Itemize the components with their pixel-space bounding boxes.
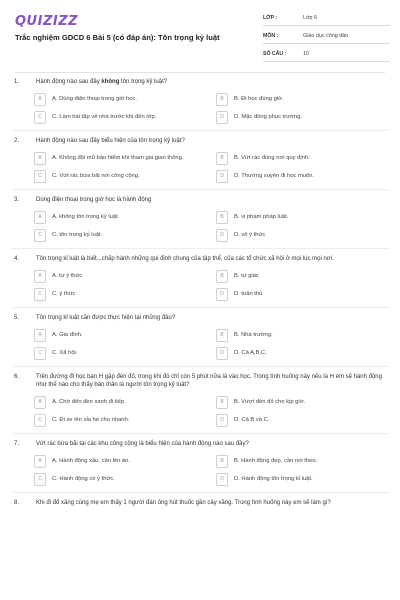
option-text: B. Vứt rác đúng nơi quy định. xyxy=(234,154,310,161)
option-letter-box: B xyxy=(216,152,228,165)
option-text: D. vô ý thức. xyxy=(234,231,267,238)
answer-option-b[interactable] xyxy=(216,395,396,409)
answer-option-c[interactable] xyxy=(34,110,214,124)
answer-option-d[interactable] xyxy=(216,287,396,301)
answer-option-a[interactable] xyxy=(34,395,214,409)
answer-option-a[interactable] xyxy=(34,454,214,468)
answer-options xyxy=(34,151,390,183)
option-text: B. vi phạm pháp luật. xyxy=(234,213,289,220)
option-letter-box: A xyxy=(34,396,46,409)
answer-option-d[interactable] xyxy=(216,472,396,486)
question-text-part: Dùng điện thoại trong giờ học là hành động xyxy=(36,197,152,203)
question-text-part: Trên đường đi học bạn H gặp đèn đỏ, trong khi đó chỉ còn 5 phút nữa là vào học. Trong tình huống này nếu là H em sẽ hành động như thế nào cho thấy bản thân là người tôn trọng kỷ luật? xyxy=(36,374,382,388)
meta-key: LỚP : xyxy=(263,15,278,21)
answer-option-c[interactable] xyxy=(34,287,214,301)
question-number: 6. xyxy=(14,374,20,380)
question-divider xyxy=(12,433,390,434)
question-4 xyxy=(12,255,390,308)
question-divider xyxy=(12,307,390,308)
option-letter-box: D xyxy=(216,347,228,360)
question-5 xyxy=(12,314,390,367)
option-letter-box: C xyxy=(34,473,46,486)
option-text: C. tôn trọng kỷ luật. xyxy=(52,231,103,238)
meta-value: Giáo dục công dân xyxy=(303,33,349,39)
option-text: D. Hành động tôn trọng kỉ luật. xyxy=(234,475,313,482)
worksheet-header xyxy=(0,0,400,72)
question-number: 1. xyxy=(14,79,20,85)
question-stem xyxy=(12,499,390,507)
option-letter-box: A xyxy=(34,211,46,224)
question-text-part: Hành động nào sau đây xyxy=(36,79,102,85)
option-letter-box: A xyxy=(34,455,46,468)
option-text: B. Vượt đèn đỏ cho kịp giờ. xyxy=(234,398,306,405)
question-number: 7. xyxy=(14,441,20,447)
question-list xyxy=(12,78,390,507)
option-text: C. Hành động có ý thức. xyxy=(52,475,115,482)
answer-option-c[interactable] xyxy=(34,472,214,486)
question-2 xyxy=(12,137,390,190)
answer-options xyxy=(34,395,390,427)
question-divider xyxy=(12,492,390,493)
option-text: D. tuân thủ xyxy=(234,290,263,297)
option-text: C. Vứt rác bừa bãi nơi công cộng. xyxy=(52,172,140,179)
question-text-part: tôn trọng kỷ luật? xyxy=(119,79,168,85)
question-text xyxy=(36,78,390,86)
option-text: A. tự ý thức xyxy=(52,272,83,279)
question-text-part: Tôn trọng kỉ luật cần được thực hiện tại những đâu? xyxy=(36,315,176,321)
question-7 xyxy=(12,440,390,493)
option-text: D. Mặc đồng phục trường. xyxy=(234,113,302,120)
option-text: A. không tôn trọng kỷ luật. xyxy=(52,213,120,220)
question-stem xyxy=(12,137,390,145)
option-letter-box: B xyxy=(216,93,228,106)
answer-option-d[interactable] xyxy=(216,110,396,124)
question-text xyxy=(36,440,390,448)
option-letter-box: A xyxy=(34,93,46,106)
option-letter-box: C xyxy=(34,229,46,242)
question-stem xyxy=(12,255,390,263)
option-text: A. Dùng điện thoại trong giờ học. xyxy=(52,95,138,102)
meta-key: MÔN : xyxy=(263,33,279,39)
question-text-part: Hành động nào sau đây biểu hiện của tôn trọng kỷ luật? xyxy=(36,138,185,144)
answer-options xyxy=(34,328,390,360)
answer-option-d[interactable] xyxy=(216,169,396,183)
option-letter-box: D xyxy=(216,170,228,183)
question-divider xyxy=(12,366,390,367)
option-text: B. tự giác xyxy=(234,272,259,279)
option-letter-box: C xyxy=(34,347,46,360)
meta-row-class xyxy=(263,11,390,26)
option-text: D. Thường xuyên đi học muộn. xyxy=(234,172,315,179)
answer-option-b[interactable] xyxy=(216,151,396,165)
question-number: 3. xyxy=(14,197,20,203)
question-number: 8. xyxy=(14,500,20,506)
question-number: 4. xyxy=(14,256,20,262)
question-text-part: Tôn trọng kỉ luật là biết...chấp hành những qui định chung của tập thể, của các tổ chức xã hội ở mọi lúc mọi nơi. xyxy=(36,256,334,262)
question-stem xyxy=(12,314,390,322)
option-letter-box: B xyxy=(216,455,228,468)
option-text: C. Đi xe lên vỉa hè cho nhanh. xyxy=(52,416,130,423)
worksheet-meta xyxy=(263,11,390,65)
option-letter-box: D xyxy=(216,414,228,427)
option-letter-box: A xyxy=(34,329,46,342)
answer-option-b[interactable] xyxy=(216,210,396,224)
question-text xyxy=(36,314,390,322)
option-text: D. Cả B và C. xyxy=(234,416,270,423)
option-text: A. Gia đình. xyxy=(52,331,83,338)
option-letter-box: A xyxy=(34,152,46,165)
option-text: A. Hành động xấu, cần lên án. xyxy=(52,457,130,464)
question-stem xyxy=(12,78,390,86)
option-letter-box: D xyxy=(216,473,228,486)
answer-option-a[interactable] xyxy=(34,92,214,106)
question-divider xyxy=(12,248,390,249)
answer-option-c[interactable] xyxy=(34,228,214,242)
question-text xyxy=(36,499,390,507)
question-stem xyxy=(12,373,390,389)
option-letter-box: B xyxy=(216,329,228,342)
option-text: C. Làm bài tập về nhà trước khi đến lớp. xyxy=(52,113,157,120)
meta-value: Lớp 6 xyxy=(303,15,318,21)
answer-options xyxy=(34,269,390,301)
answer-option-c[interactable] xyxy=(34,413,214,427)
option-text: C. ý thức xyxy=(52,290,76,297)
answer-option-c[interactable] xyxy=(34,346,214,360)
meta-row-subject xyxy=(263,29,390,44)
option-letter-box: C xyxy=(34,111,46,124)
meta-row-count xyxy=(263,47,390,62)
meta-key: SỐ CÂU : xyxy=(263,51,287,57)
meta-value: 10 xyxy=(303,51,309,57)
option-letter-box: C xyxy=(34,288,46,301)
question-divider xyxy=(12,130,390,131)
answer-option-a[interactable] xyxy=(34,328,214,342)
option-letter-box: C xyxy=(34,414,46,427)
answer-option-d[interactable] xyxy=(216,413,396,427)
answer-option-b[interactable] xyxy=(216,92,396,106)
answer-options xyxy=(34,454,390,486)
option-letter-box: D xyxy=(216,288,228,301)
answer-options xyxy=(34,210,390,242)
option-text: C. Xã hội. xyxy=(52,349,78,356)
question-text xyxy=(36,137,390,145)
answer-option-b[interactable] xyxy=(216,328,396,342)
option-text: B. Đi học đúng giờ. xyxy=(234,95,284,102)
answer-option-b[interactable] xyxy=(216,269,396,283)
question-6 xyxy=(12,373,390,434)
answer-option-a[interactable] xyxy=(34,210,214,224)
question-text xyxy=(36,373,390,389)
answer-option-c[interactable] xyxy=(34,169,214,183)
option-letter-box: B xyxy=(216,270,228,283)
option-letter-box: D xyxy=(216,229,228,242)
header-divider xyxy=(15,72,385,73)
answer-option-d[interactable] xyxy=(216,228,396,242)
question-text xyxy=(36,196,390,204)
answer-option-b[interactable] xyxy=(216,454,396,468)
option-text: A. Chờ đến đèn xanh đi tiếp. xyxy=(52,398,126,405)
option-letter-box: C xyxy=(34,170,46,183)
question-text-part: Vứt rác bừa bãi tại các khu công cộng là biểu hiện của hành động nào sau đây? xyxy=(36,441,249,447)
question-number: 5. xyxy=(14,315,20,321)
question-1 xyxy=(12,78,390,131)
option-text: D. Cả A,B,C. xyxy=(234,349,267,356)
question-number: 2. xyxy=(14,138,20,144)
option-letter-box: B xyxy=(216,396,228,409)
option-text: B. Hành động đẹp, cần noi theo. xyxy=(234,457,318,464)
question-text xyxy=(36,255,390,263)
question-3 xyxy=(12,196,390,249)
question-stem xyxy=(12,196,390,204)
option-letter-box: B xyxy=(216,211,228,224)
question-emphasis: không xyxy=(101,79,120,85)
worksheet-title: Trắc nghiệm GDCD 6 Bài 5 (có đáp án): Tôn trọng kỷ luật xyxy=(15,33,220,42)
answer-option-a[interactable] xyxy=(34,151,214,165)
quizizz-logo: QUIZIZZ xyxy=(15,14,79,29)
question-stem xyxy=(12,440,390,448)
question-divider xyxy=(12,189,390,190)
question-8 xyxy=(12,499,390,507)
answer-option-a[interactable] xyxy=(34,269,214,283)
answer-options xyxy=(34,92,390,124)
option-letter-box: D xyxy=(216,111,228,124)
option-text: A. Không đội mũ bảo hiểm khi tham gia giao thông. xyxy=(52,154,184,161)
option-text: B. Nhà trường. xyxy=(234,331,273,338)
option-letter-box: A xyxy=(34,270,46,283)
question-text-part: Khi đi đổ xăng cùng mẹ em thấy 1 người đàn ông hút thuốc gần cây xăng. Trong tình huống này em sẽ làm gì? xyxy=(36,500,331,506)
answer-option-d[interactable] xyxy=(216,346,396,360)
